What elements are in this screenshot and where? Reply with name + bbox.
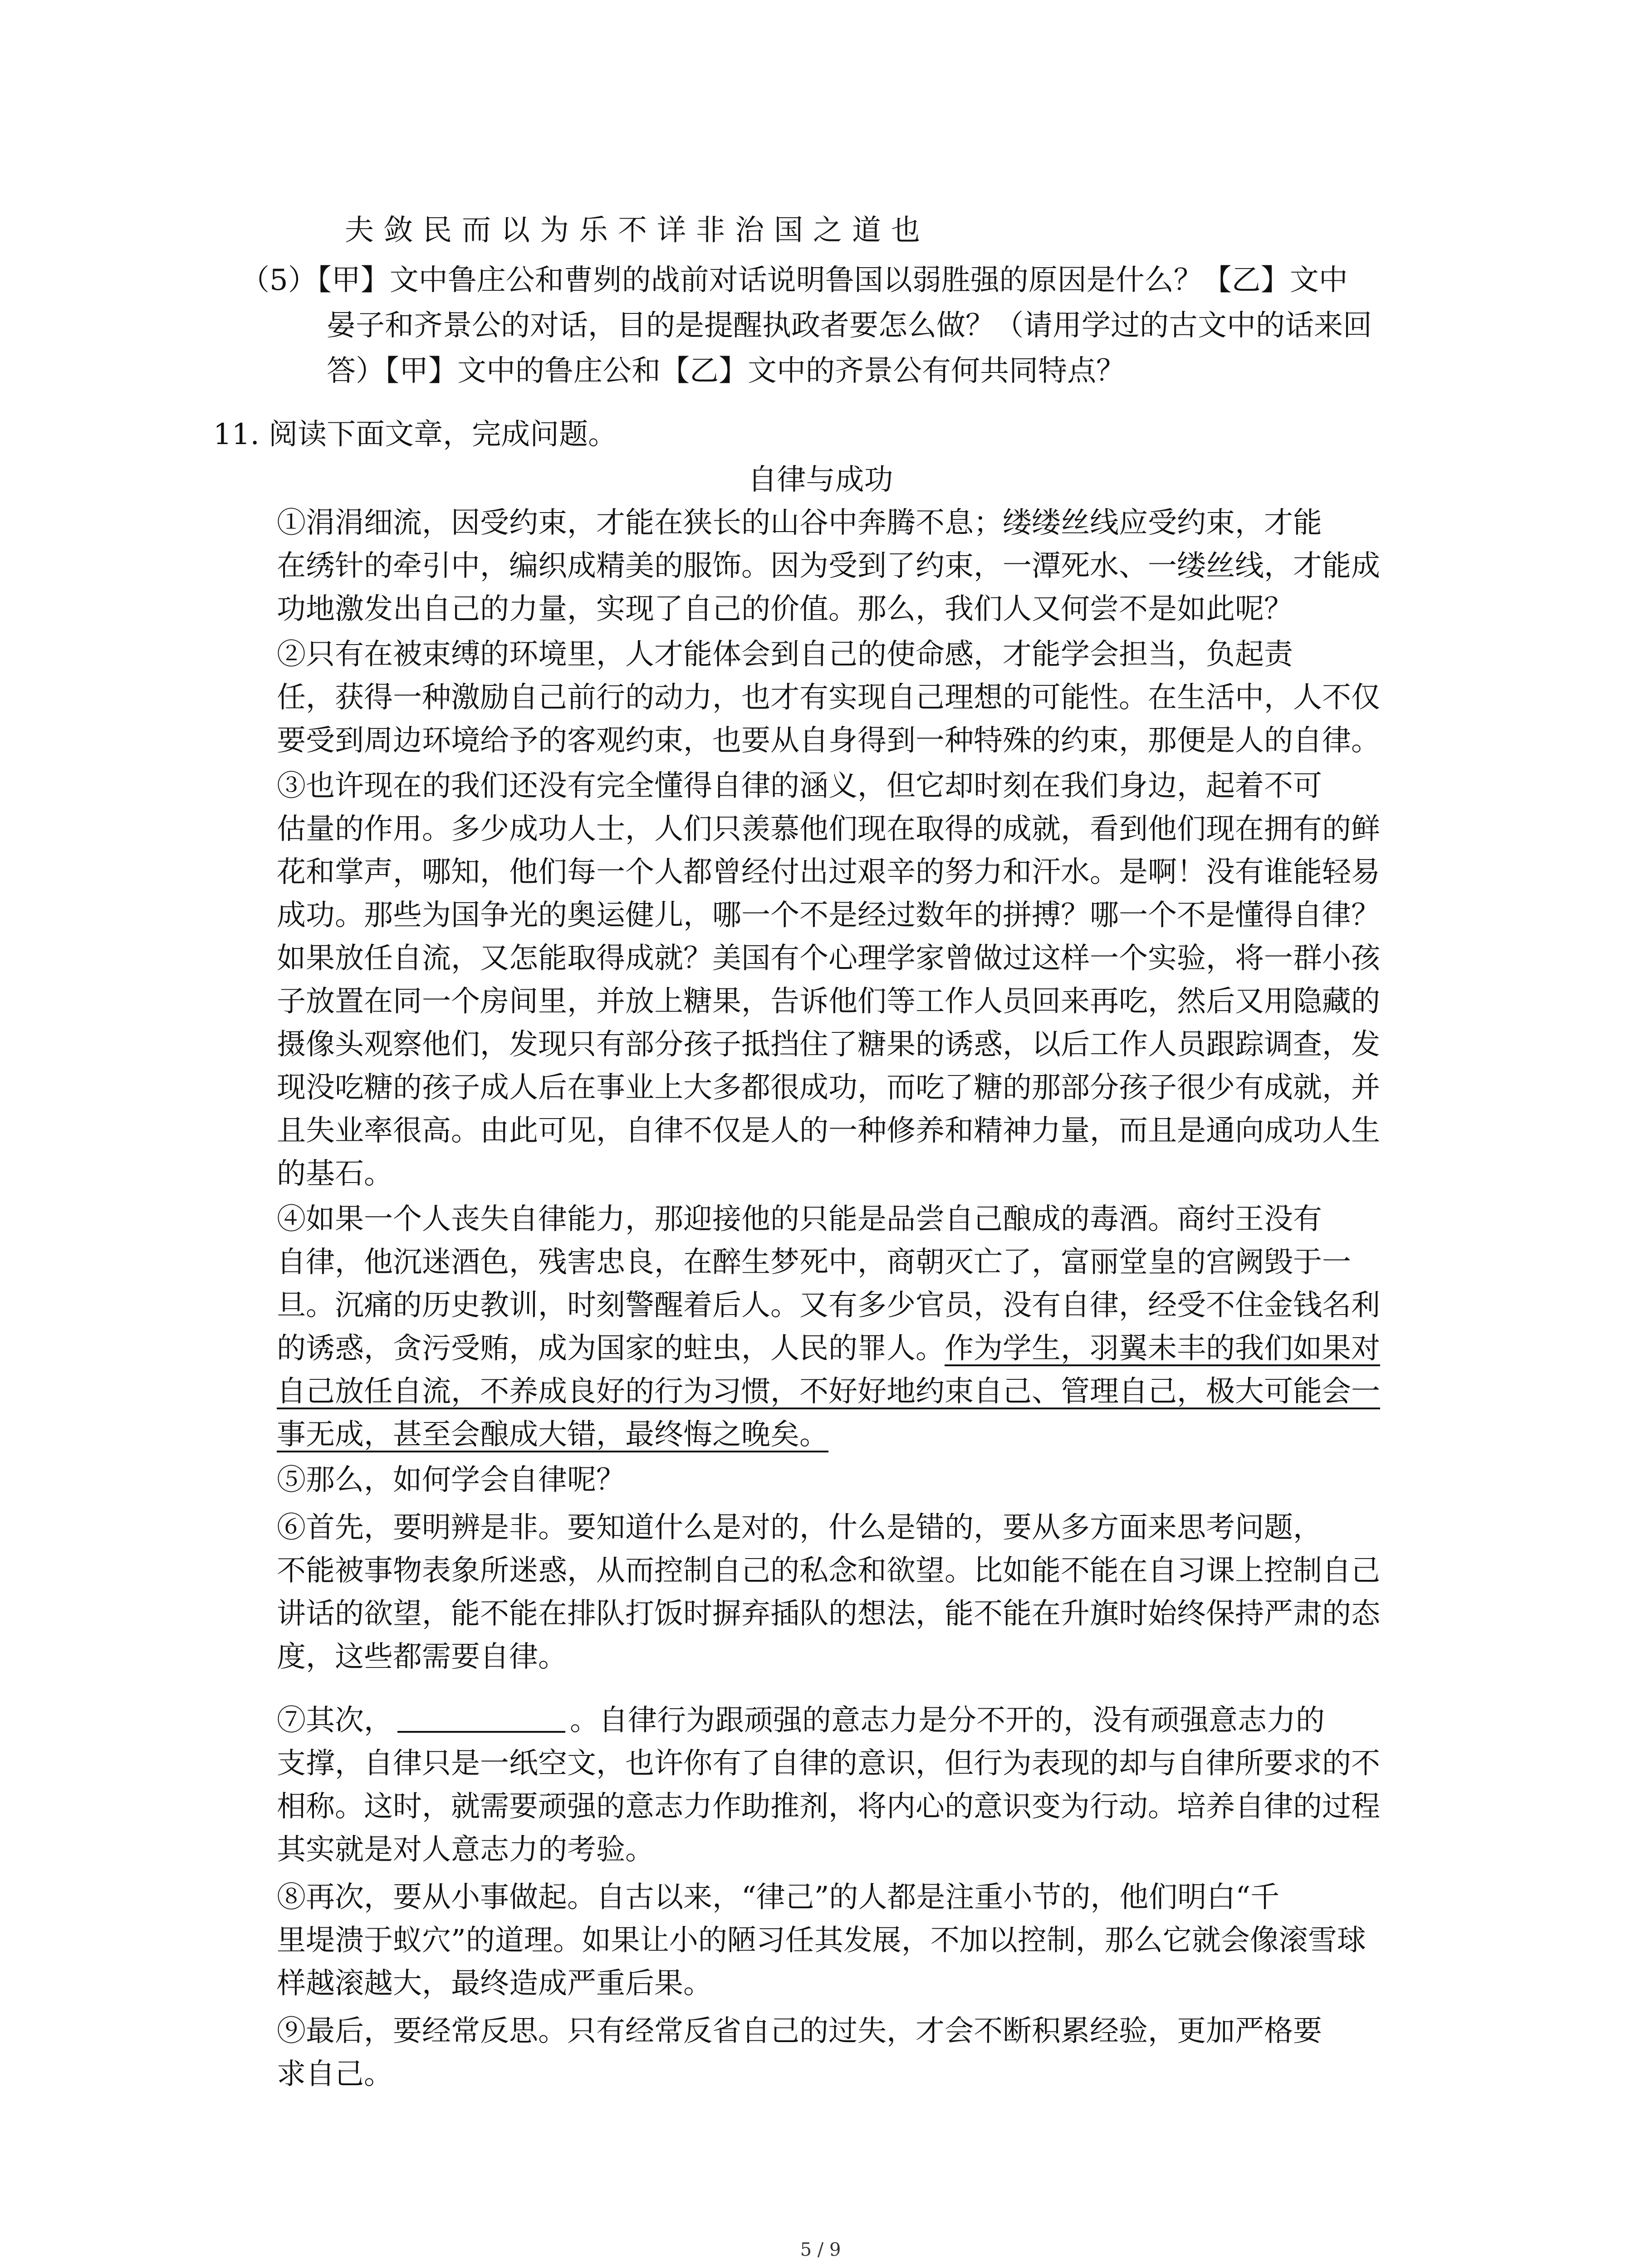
paragraph-line: 其实就是对人意志力的考验。 xyxy=(277,1833,654,1867)
underlined-sentence: 自己放任自流，不养成良好的行为习惯，不好好地约束自己、管理自己，极大可能会一 xyxy=(277,1375,1380,1408)
paragraph-line: 求自己。 xyxy=(277,2058,393,2091)
paragraph-line: 里堤溃于蚁穴”的道理。如果让小的陋习任其发展，不加以控制，那么它就会像滚雪球 xyxy=(277,1924,1366,1957)
paragraph-line: 现没吃糖的孩子成人后在事业上大多都很成功，而吃了糖的那部分孩子很少有成就，并 xyxy=(277,1071,1380,1105)
plain-text: 的诱惑，贪污受贿，成为国家的蛀虫，人民的罪人。 xyxy=(277,1332,945,1365)
paragraph-line: 如果放任自流，又怎能取得成就？美国有个心理学家曾做过这样一个实验，将一群小孩 xyxy=(277,942,1380,975)
paragraph-line: 任，获得一种激励自己前行的动力，也才有实现自己理想的可能性。在生活中，人不仅 xyxy=(277,681,1380,714)
plain-text: 。自律行为跟顽强的意志力是分不开的，没有顽强意志力的 xyxy=(570,1704,1325,1737)
paragraph-line xyxy=(277,1327,1380,1370)
paragraph-line: 要受到周边环境给予的客观约束，也要从自身得到一种特殊的约束，那便是人的自律。 xyxy=(277,724,1380,758)
underlined-sentence: 事无成，甚至会酿成大错，最终悔之晚矣。 xyxy=(277,1418,828,1452)
page-number: 5 / 9 xyxy=(800,2239,841,2260)
paragraph-line: 成功。那些为国争光的奥运健儿，哪一个不是经过数年的拼搏？哪一个不是懂得自律？ xyxy=(277,899,1380,932)
underlined-sentence: 作为学生，羽翼未丰的我们如果对 xyxy=(945,1332,1380,1365)
paragraph-line: ⑤那么，如何学会自律呢？ xyxy=(277,1463,625,1497)
paragraph-line: 且失业率很高。由此可见，自律不仅是人的一种修养和精神力量，而且是通向成功人生 xyxy=(277,1114,1380,1148)
paragraph-line: ③也许现在的我们还没有完全懂得自律的涵义，但它却时刻在我们身边，起着不可 xyxy=(277,769,1322,803)
paragraph-line: ④如果一个人丧失自律能力，那迎接他的只能是品尝自己酿成的毒酒。商纣王没有 xyxy=(277,1202,1322,1236)
paragraph-line: 样越滚越大，最终造成严重后果。 xyxy=(277,1967,712,2000)
paragraph-line: ⑨最后，要经常反思。只有经常反省自己的过失，才会不断积累经验，更加严格要 xyxy=(277,2014,1322,2048)
plain-text: ⑦其次， xyxy=(277,1704,393,1737)
paragraph-line: 相称。这时，就需要顽强的意志力作助推剂，将内心的意识变为行动。培养自律的过程 xyxy=(277,1790,1380,1823)
prev-question-item-5: 晏子和齐景公的对话，目的是提醒执政者要怎么做？（请用学过的古文中的话来回 xyxy=(327,309,1372,342)
paragraph-line: ⑧再次，要从小事做起。自古以来，“律己”的人都是注重小节的，他们明白“千 xyxy=(277,1881,1280,1914)
paragraph-line: 支撑，自律只是一纸空文，也许你有了自律的意识，但行为表现的却与自律所要求的不 xyxy=(277,1747,1380,1780)
paragraph-line: 估量的作用。多少成功人士，人们只羡慕他们现在取得的成就，看到他们现在拥有的鲜 xyxy=(277,812,1380,846)
paragraph-line: 自律，他沉迷酒色，残害忠良，在醉生梦死中，商朝灭亡了，富丽堂皇的宫阙毁于一 xyxy=(277,1246,1351,1279)
paragraph-line: 旦。沉痛的历史教训，时刻警醒着后人。又有多少官员，没有自律，经受不住金钱名利 xyxy=(277,1289,1380,1322)
paragraph-line: 花和掌声，哪知，他们每一个人都曾经付出过艰辛的努力和汗水。是啊！没有谁能轻易 xyxy=(277,855,1380,889)
prev-question-item-5: 答）【甲】文中的鲁庄公和【乙】文中的齐景公有何共同特点？ xyxy=(327,354,1125,388)
paragraph-line: 不能被事物表象所迷惑，从而控制自己的私念和欲望。比如能不能在自习课上控制自己 xyxy=(277,1554,1380,1588)
paragraph-line xyxy=(277,1699,1325,1742)
question-number: 11. xyxy=(213,418,260,451)
prev-question-line: 夫敛民而以为乐不详非治国之道也 xyxy=(345,214,930,247)
paragraph-line: ①涓涓细流，因受约束，才能在狭长的山谷中奔腾不息；缕缕丝线应受约束，才能 xyxy=(277,506,1322,540)
question-header xyxy=(213,413,617,456)
paragraph-line: 度，这些都需要自律。 xyxy=(277,1640,567,1674)
prev-question-item-5: （5）【甲】文中鲁庄公和曹刿的战前对话说明鲁国以弱胜强的原因是什么？【乙】文中 xyxy=(240,264,1348,297)
question-instruction: 阅读下面文章，完成问题。 xyxy=(269,418,617,451)
paragraph-line: 讲话的欲望，能不能在排队打饭时摒弃插队的想法，能不能在升旗时始终保持严肃的态 xyxy=(277,1597,1380,1631)
paragraph-line: ②只有在被束缚的环境里，人才能体会到自己的使命感，才能学会担当，负起责 xyxy=(277,638,1293,671)
paragraph-line: 摄像头观察他们，发现只有部分孩子抵挡住了糖果的诱惑，以后工作人员跟踪调查，发 xyxy=(277,1028,1380,1061)
paragraph-line: 的基石。 xyxy=(277,1157,393,1191)
article-title: 自律与成功 xyxy=(748,463,893,497)
paragraph-line: ⑥首先，要明辨是非。要知道什么是对的，什么是错的，要从多方面来思考问题， xyxy=(277,1511,1322,1545)
paragraph-line: 子放置在同一个房间里，并放上糖果，告诉他们等工作人员回来再吃，然后又用隐藏的 xyxy=(277,985,1380,1018)
paragraph-line: 在绣针的牵引中，编织成精美的服饰。因为受到了约束，一潭死水、一缕丝线，才能成 xyxy=(277,549,1380,583)
fill-in-blank[interactable] xyxy=(397,1702,565,1733)
paragraph-line: 功地激发出自己的力量，实现了自己的价值。那么，我们人又何尝不是如此呢？ xyxy=(277,592,1293,626)
